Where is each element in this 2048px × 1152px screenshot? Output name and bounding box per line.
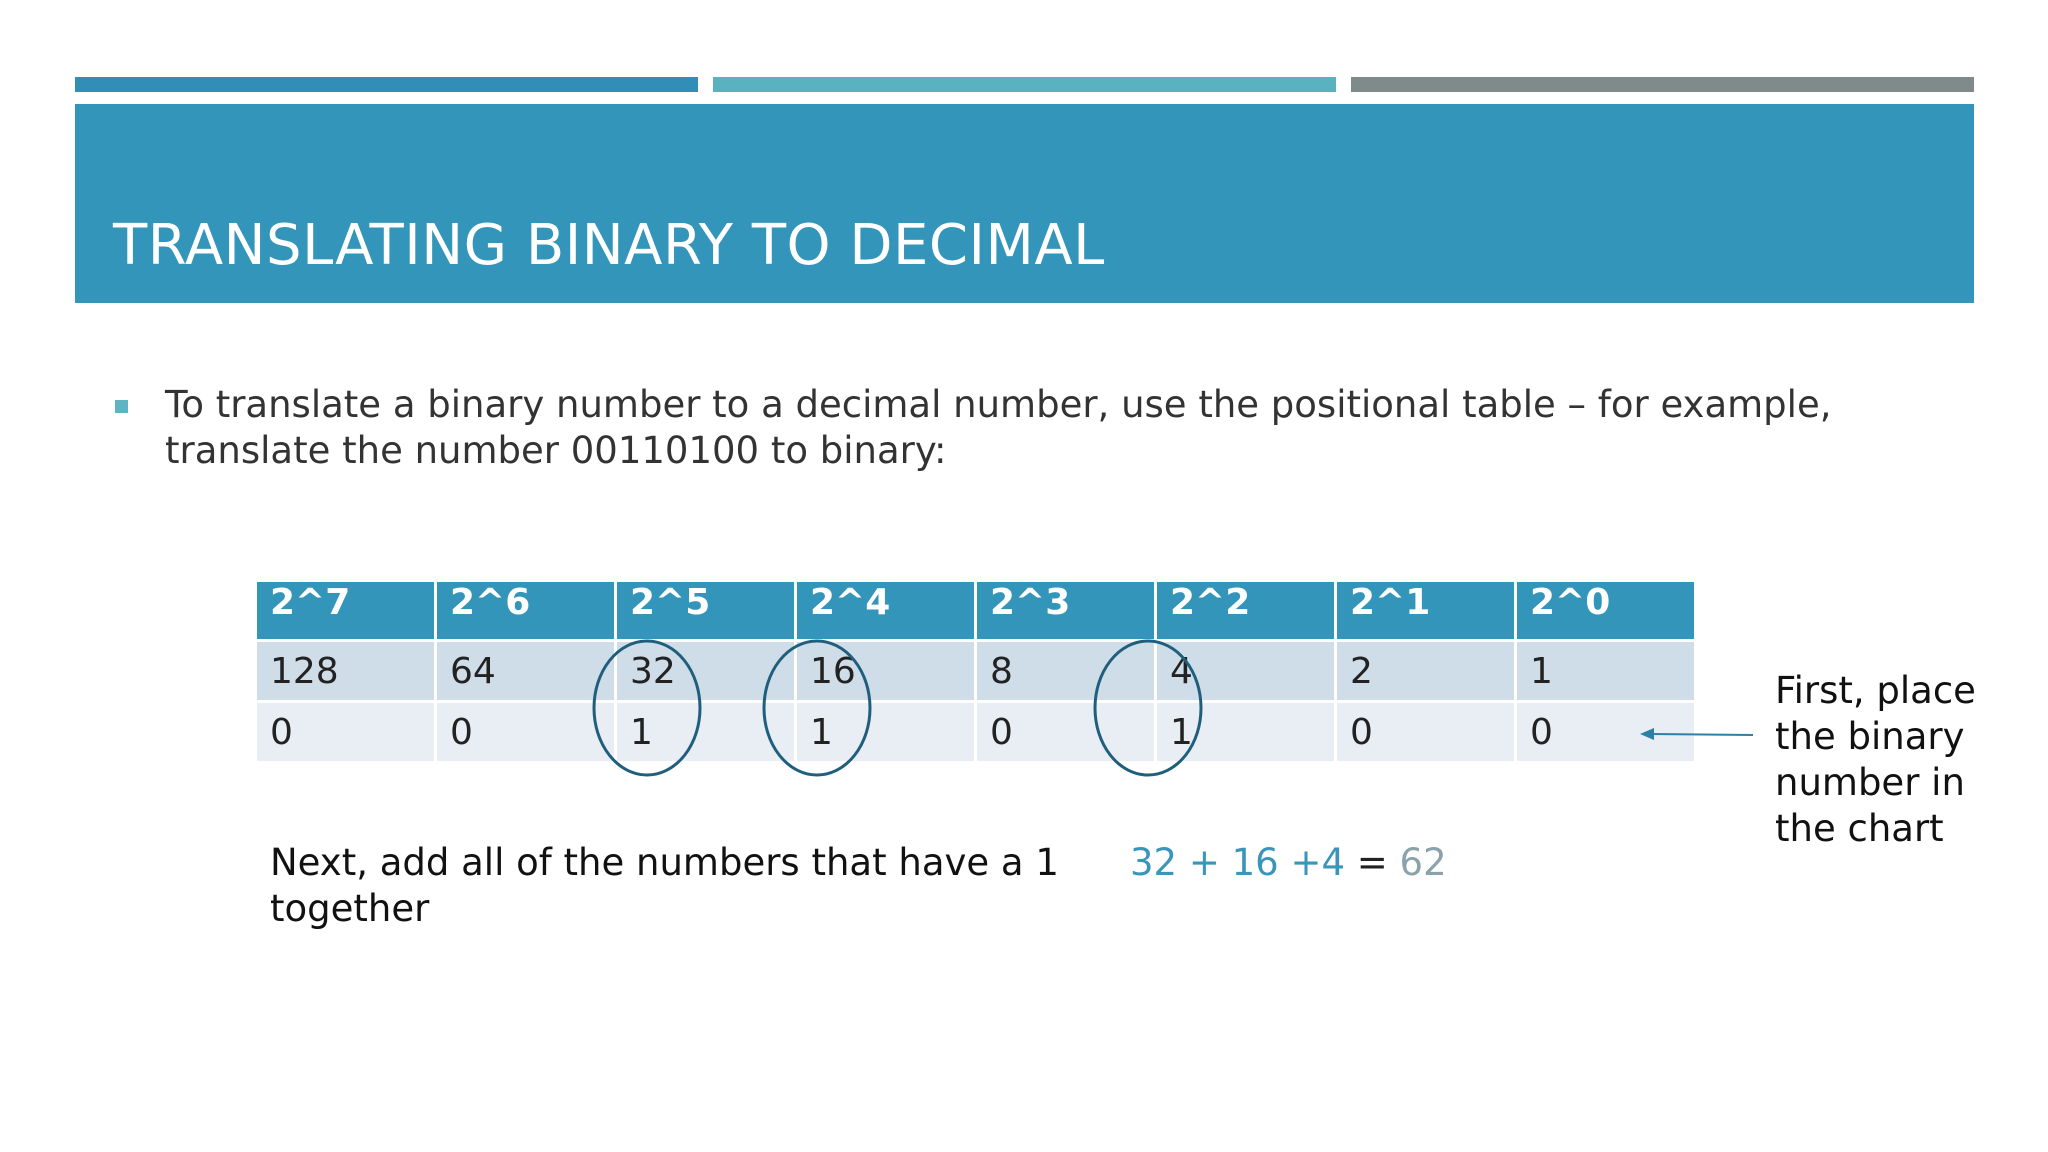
table-bit-cell: 1 (1157, 703, 1334, 761)
sum-expression (1130, 840, 1447, 886)
next-step-text: Next, add all of the numbers that have a 1 together (270, 841, 1059, 930)
table-bit-cell: 0 (1517, 703, 1694, 761)
sum-result: 62 (1399, 841, 1447, 884)
table-header-cell: 2^2 (1157, 582, 1334, 639)
table-value-cell: 2 (1337, 642, 1514, 700)
positional-table (257, 582, 1694, 761)
table-header-row (257, 582, 1694, 639)
table-value-cell: 32 (617, 642, 794, 700)
table-bit-cell: 1 (797, 703, 974, 761)
table-header-cell: 2^1 (1337, 582, 1514, 639)
table-bit-cell: 0 (257, 703, 434, 761)
table-header-cell: 2^3 (977, 582, 1154, 639)
sum-terms: 32 + 16 +4 (1130, 841, 1345, 884)
table-bit-cell: 0 (977, 703, 1154, 761)
table-bit-cell: 1 (617, 703, 794, 761)
table-header-cell: 2^6 (437, 582, 614, 639)
table-header-cell: 2^5 (617, 582, 794, 639)
accent-bar-2 (713, 77, 1336, 92)
table-header-cell: 2^0 (1517, 582, 1694, 639)
bullet-text: To translate a binary number to a decimal number, use the positional table – for example, translate the number 00110100 to binary: (165, 383, 1832, 472)
table-row-bits (257, 703, 1694, 761)
table-bit-cell: 0 (437, 703, 614, 761)
slide-title: TRANSLATING BINARY TO DECIMAL (113, 213, 1105, 278)
side-note: First, place the binary number in the chart (1775, 669, 1976, 850)
table-value-cell: 128 (257, 642, 434, 700)
table-value-cell: 1 (1517, 642, 1694, 700)
title-band (75, 104, 1974, 303)
sum-equals: = (1356, 841, 1388, 884)
accent-bar-3 (1351, 77, 1974, 92)
table-value-cell: 8 (977, 642, 1154, 700)
table-header-cell: 2^4 (797, 582, 974, 639)
square-bullet-icon (115, 400, 128, 413)
table-row-values (257, 642, 1694, 700)
table-value-cell: 16 (797, 642, 974, 700)
table-value-cell: 4 (1157, 642, 1334, 700)
table-header-cell: 2^7 (257, 582, 434, 639)
table-bit-cell: 0 (1337, 703, 1514, 761)
accent-bar-1 (75, 77, 698, 92)
table-value-cell: 64 (437, 642, 614, 700)
